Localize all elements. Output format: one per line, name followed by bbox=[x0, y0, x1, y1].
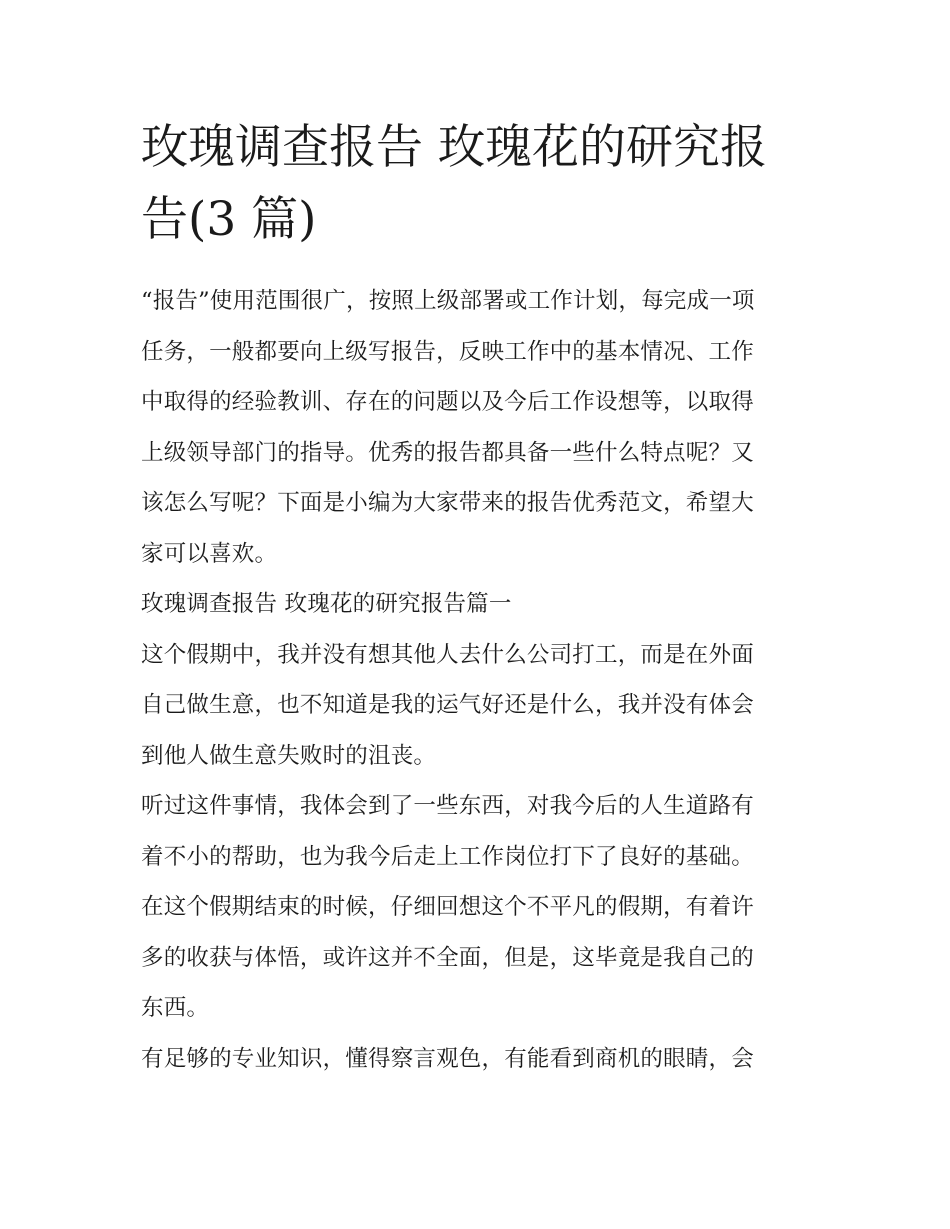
paragraph-line: 这个假期中，我并没有想其他人去什么公司打工，而是在外面 bbox=[141, 641, 754, 668]
paragraph-line: “报告”使用范围很广，按照上级部署或工作计划，每完成一项 bbox=[141, 288, 755, 314]
paragraph-line: 该怎么写呢？下面是小编为大家带来的报告优秀范文，希望大 bbox=[141, 490, 754, 516]
document-title bbox=[141, 112, 813, 256]
paragraph-line: 自己做生意，也不知道是我的运气好还是什么，我并没有体会 bbox=[141, 692, 754, 718]
paragraph-line: 多的收获与体悟，或许这并不全面，但是，这毕竟是我自己的 bbox=[141, 944, 754, 971]
title-line-1: 玫瑰调查报告 玫瑰花的研究报 bbox=[141, 120, 767, 175]
document-body bbox=[141, 276, 813, 1084]
paragraph-line: 任务，一般都要向上级写报告，反映工作中的基本情况、工作 bbox=[141, 338, 754, 365]
section-heading: 玫瑰调查报告 玫瑰花的研究报告篇一 bbox=[141, 591, 512, 617]
paragraph-line: 着不小的帮助，也为我今后走上工作岗位打下了良好的基础。 bbox=[141, 843, 754, 870]
paragraph-line: 东西。 bbox=[141, 995, 210, 1021]
paragraph-line: 上级领导部门的指导。优秀的报告都具备一些什么特点呢？又 bbox=[141, 439, 754, 466]
paragraph-line: 中取得的经验教训、存在的问题以及今后工作设想等，以取得 bbox=[141, 389, 754, 415]
paragraph-line: 到他人做生意失败时的沮丧。 bbox=[141, 742, 437, 769]
paragraph-line: 有足够的专业知识，懂得察言观色，有能看到商机的眼睛，会 bbox=[141, 1045, 754, 1072]
title-line-2: 告(3 篇) bbox=[141, 192, 317, 247]
paragraph-line: 听过这件事情，我体会到了一些东西，对我今后的人生道路有 bbox=[141, 793, 754, 819]
paragraph-line: 在这个假期结束的时候，仔细回想这个不平凡的假期，有着许 bbox=[141, 894, 754, 920]
paragraph-line: 家可以喜欢。 bbox=[141, 540, 278, 567]
